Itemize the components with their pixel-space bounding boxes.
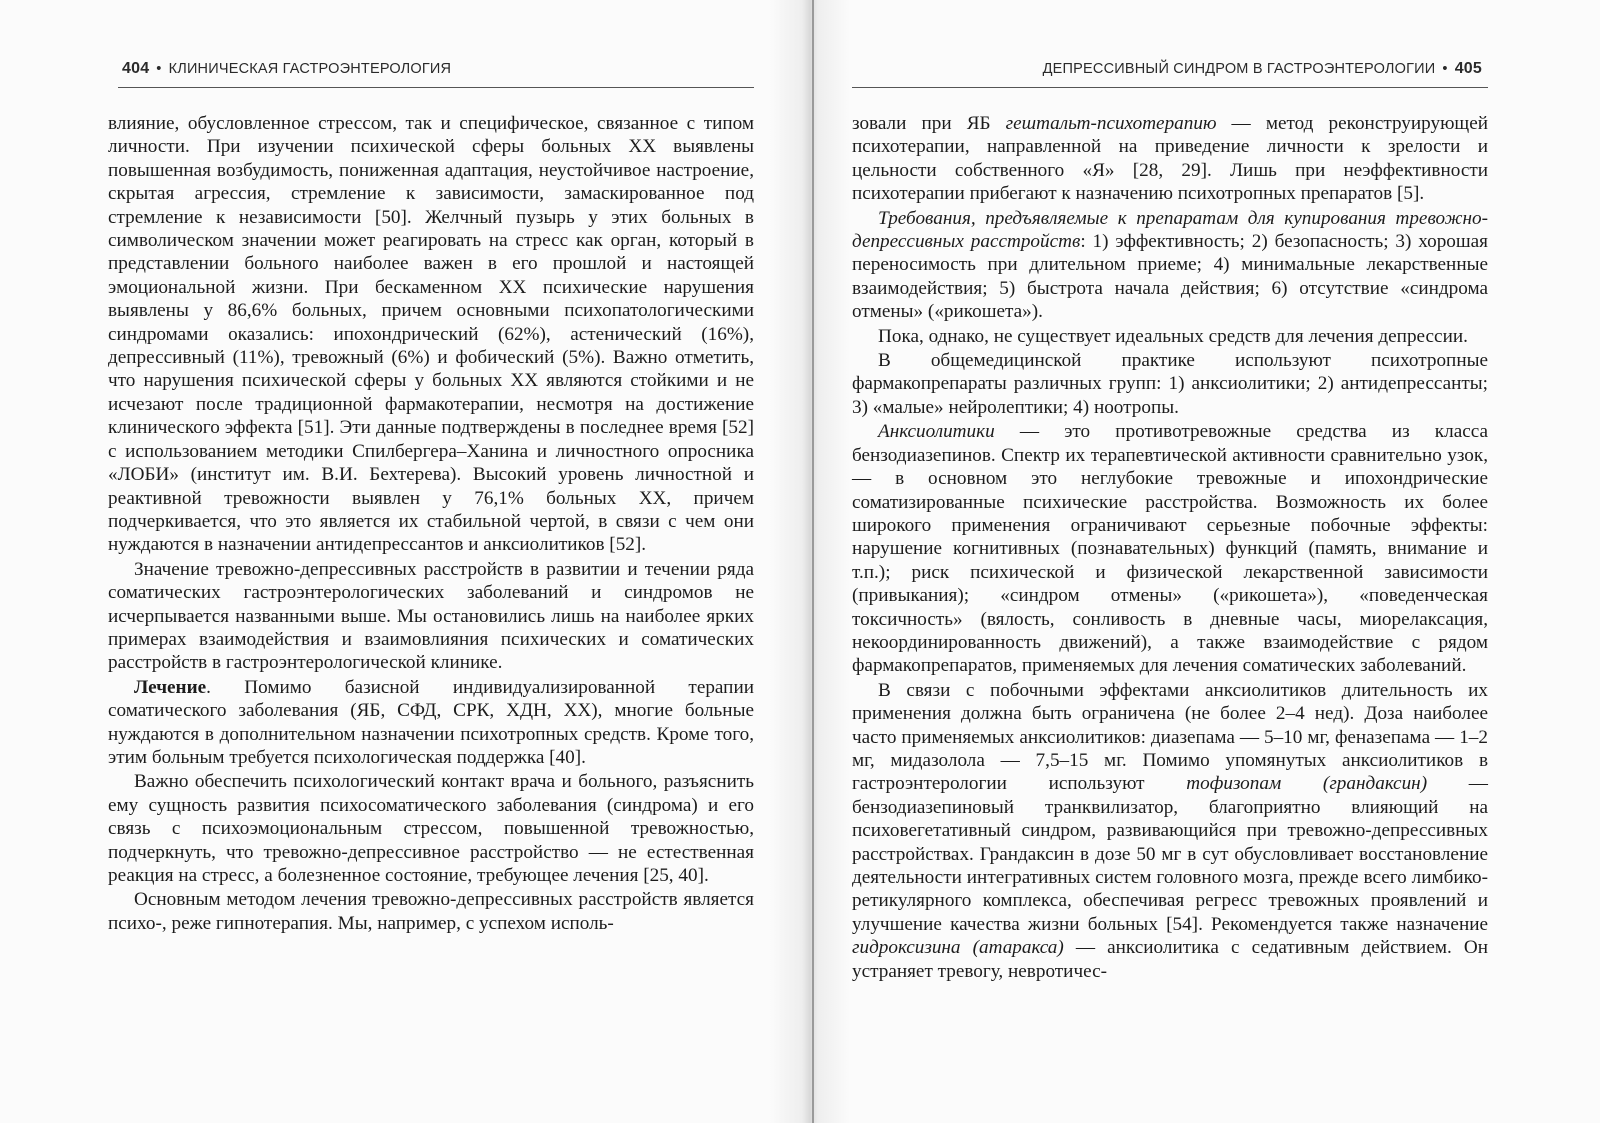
right-paragraph-4: В общемедицинской практике используют психотропные фармакопрепараты различных групп: 1) анксиолитики; 2) антидепрессанты; 3) «малые» нейролептики; 4) ноотропы. (852, 350, 1488, 418)
right-paragraph-3: Пока, однако, не существует идеальных средств для лечения депрессии. (878, 325, 1468, 347)
text-run: — метод реконструирующей психотерапии, направленной на приведение личности к зрелости и цельности собственного «Я» [28, 29]. Лишь при неэффективности психотерапии прибегают к назначению психотропных препаратов [5]. (852, 113, 1488, 205)
right-paragraph-2 (852, 207, 1488, 324)
text-run: зовали при ЯБ (852, 113, 1006, 134)
right-running-head (1043, 60, 1482, 78)
right-page-number: 405 (1454, 60, 1482, 77)
right-paragraph-5 (852, 420, 1488, 677)
left-running-head (122, 60, 451, 78)
text-run: — анксиолитика с седативным действием. Он устраняет тревогу, невротичес- (852, 937, 1489, 982)
right-running-head-title: ДЕПРЕССИВНЫЙ СИНДРОМ В ГАСТРОЭНТЕРОЛОГИИ (1042, 61, 1436, 77)
left-paragraph-5: Основным методом лечения тревожно-депрессивных расстройств является психо-, реже гипнотерапия. Мы, например, с успехом исполь- (108, 889, 754, 934)
text-run: — это противотревожные средства из класса бензодиазепинов. Спектр их терапевтической активности сравнительно узок, — в основном это неглубокие тревожные и ипохондрические соматизированные психические расстройства. Возможность их более широкого применения ограничивают серьезные побочные эффекты: нарушение когнитивных (познавательных) функций (память, внимание и т.п.); риск психической и физической лекарственной зависимости (привыкания); «синдром отмены» («рикошета»), «поведенческая токсичность» (вялость, сонливость в дневные часы, миорелаксация, некоординированность движений), а также взаимодействие с рядом фармакопрепаратов, применяемых для лечения соматических заболеваний. (852, 421, 1488, 677)
bullet-separator: • (1442, 61, 1448, 77)
text-run: — бензодиазепиновый транквилизатор, благоприятно влияющий на психовегетативный синдром, развивающийся при тревожно-депрессивных расстройствах. Грандаксин в дозе 50 мг в сут обусловливает восстановление деятельности интегративных систем головного мозга, прежде всего лимбико-ретикулярного комплекса, обеспечивая регресс тревожных проявлений и улучшение качества жизни больных [54]. Рекомендуется также назначение (852, 773, 1488, 935)
treatment-heading: Лечение (134, 676, 207, 698)
left-running-head-title: КЛИНИЧЕСКАЯ ГАСТРОЭНТЕРОЛОГИЯ (168, 61, 452, 77)
left-paragraph-1: влияние, обусловленное стрессом, так и специфическое, связанное с типом личности. При изучении психической сферы больных ХХ выявлены повышенная возбудимость, пониженная адаптация, неустойчивое настроение, скрытая агрессия, стремление к зависимости, замаскированное под стремление к независимости [50]. Желчный пузырь у этих больных в символическом значении может реагировать на стресс как орган, который в представлении больного наиболее важен в его прошлой и настоящей эмоциональной жизни. При бескаменном ХХ психические нарушения выявлены у 86,6% больных, причем основными психопатологическими синдромами оказались: ипохондрический (62%), астенический (16%), депрессивный (11%), тревожный (6%) и фобический (5%). Важно отметить, что нарушения психической сферы у больных ХХ являются стойкими и не исчезают после традиционной фармакотерапии, несмотря на достижение клинического эффекта [51]. Эти данные подтверждены в последнее время [52] с использованием методики Спилбергера–Ханина и личностного опросника «ЛОБИ» (институт им. В.И. Бехтерева). Высокий уровень личностной и реактивной тревожности выявлен у 76,1% больных ХХ, причем подчеркивается, что это является их стабильной чертой, в связи с чем они нуждаются в назначении антидепрессантов и анксиолитиков [52]. (108, 113, 754, 556)
gestalt-term: гештальт-психотерапию (1005, 113, 1217, 134)
right-body-text (852, 112, 1488, 984)
text-run: В связи с побочными эффектами анксиолитиков длительность их применения должна быть ограничена (не более 2–4 нед). Доза наиболее часто применяемых анксиолитиков: диазепама — 5–10 мг, феназепама — 1–2 мг, мидазолола — 7,5–15 мг. Помимо упомянутых анксиолитиков в гастроэнтерологии используют (852, 679, 1488, 795)
text-run: : 1) эффективность; 2) безопасность; 3) хорошая переносимость при длительном приеме; 4) минимальные лекарственные взаимодействия; 5) быстрота начала действия; 6) отсутствие «синдрома отмены» («рикошета»). (852, 231, 1489, 323)
bullet-separator: • (156, 61, 162, 77)
left-page-number: 404 (122, 60, 150, 77)
left-paragraph-2: Значение тревожно-депрессивных расстройств в развитии и течении ряда соматических гастроэнтерологических заболеваний и синдромов не исчерпывается названными выше. Мы остановились лишь на наиболее ярких примерах взаимодействия и взаимовлияния психических и соматических расстройств в гастроэнтерологической клинике. (108, 558, 754, 674)
right-page (830, 0, 1600, 1123)
tofisopam-term: тофизопам (грандаксин) (1186, 773, 1428, 795)
gutter-fold-line (812, 0, 814, 1123)
anxiolytics-term: Анксиолитики (878, 421, 995, 443)
left-paragraph-3 (108, 676, 754, 770)
right-head-rule (852, 87, 1488, 88)
left-paragraph-3-text: . Помимо базисной индивидуализированной терапии соматического заболевания (ЯБ, СФД, СРК, ХДН, ХХ), многие больные нуждаются в дополнительном назначении психотропных средств. Кроме того, этим больным требуется психологическая поддержка [40]. (108, 676, 754, 768)
right-paragraph-6 (852, 679, 1488, 983)
requirements-heading: Требования, предъявляемые к препаратам для купирования тревожно-депрессивных расстройств (852, 207, 1488, 253)
left-page (0, 0, 790, 1123)
left-paragraph-4: Важно обеспечить психологический контакт врача и больного, разъяснить ему сущность развития психосоматического заболевания (синдрома) и его связь с психоэмоциональным стрессом, повышенной тревожностью, подчеркнуть, что тревожно-депрессивное расстройство — не естественная реакция на стресс, а болезненное состояние, требующее лечения [25, 40]. (108, 771, 754, 886)
left-body-text (108, 112, 754, 936)
hydroxyzine-term: гидроксизина (атаракса) (852, 937, 1064, 959)
right-paragraph-1 (852, 112, 1488, 206)
left-head-rule (118, 87, 754, 88)
